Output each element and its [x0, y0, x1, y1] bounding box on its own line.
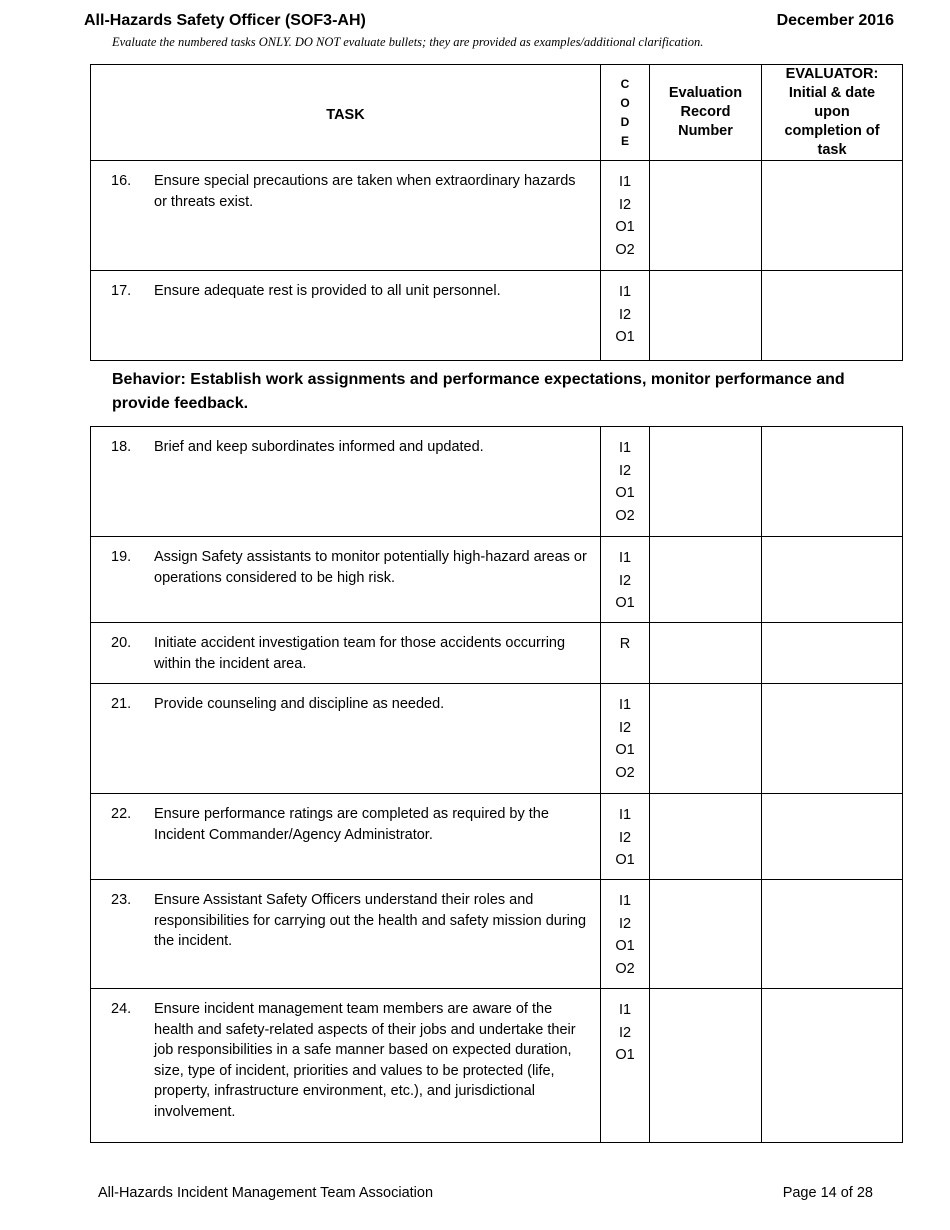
table-row — [91, 271, 903, 361]
table-header-row — [91, 65, 903, 161]
evaluation-record-cell[interactable] — [650, 537, 762, 623]
evaluator-initial-cell[interactable] — [762, 623, 903, 684]
code-value: O1 — [615, 938, 635, 955]
evaluator-initial-cell[interactable] — [762, 161, 903, 271]
table-row — [91, 880, 903, 989]
header-evaluator-line: task — [817, 142, 847, 158]
evaluation-record-cell[interactable] — [650, 794, 762, 880]
code-value: I1 — [618, 550, 632, 566]
code-value: O2 — [615, 764, 635, 781]
code-value: O1 — [615, 485, 635, 502]
task-table-1 — [90, 64, 903, 361]
code-value: O1 — [615, 329, 635, 346]
header-code-letter: E — [620, 133, 629, 148]
task-table-2 — [90, 426, 903, 1143]
header-evaluator-line: completion of — [784, 123, 880, 139]
header-code-letter: D — [620, 114, 630, 129]
code-value: O1 — [615, 1047, 635, 1064]
task-cell — [91, 427, 601, 537]
header-code — [601, 65, 650, 161]
code-value: I1 — [618, 1002, 632, 1018]
task-number: 16. — [111, 173, 132, 189]
task-cell — [91, 880, 601, 989]
table-row — [91, 794, 903, 880]
behavior-heading: Behavior: Establish work assignments and performance expectations, monitor performance and provide feedback. — [112, 371, 845, 412]
code-value: I2 — [618, 915, 632, 932]
evaluator-initial-cell[interactable] — [762, 271, 903, 361]
header-record-line: Evaluation — [668, 85, 743, 101]
code-value: I1 — [618, 697, 632, 713]
task-cell — [91, 161, 601, 271]
header-record-number — [650, 65, 762, 161]
task-description: Provide counseling and discipline as needed. — [154, 696, 445, 712]
code-cell — [601, 537, 650, 623]
task-number: 19. — [111, 549, 132, 565]
header-evaluator — [762, 65, 903, 161]
header-evaluator-line: Initial & date — [788, 85, 876, 101]
task-description: Assign Safety assistants to monitor potentially high-hazard areas or operations considered to be high risk. — [154, 549, 587, 586]
evaluation-record-cell[interactable] — [650, 684, 762, 794]
task-number: 20. — [111, 635, 132, 651]
evaluation-record-cell[interactable] — [650, 880, 762, 989]
task-cell — [91, 794, 601, 880]
code-value: I2 — [618, 829, 632, 846]
code-value: I2 — [618, 719, 632, 736]
task-number: 23. — [111, 892, 132, 908]
header-evaluator-line: upon — [814, 104, 850, 120]
task-number: 22. — [111, 806, 132, 822]
evaluation-record-cell[interactable] — [650, 271, 762, 361]
table-row — [91, 427, 903, 537]
task-description: Ensure performance ratings are completed as required by the Incident Commander/Agency Administrator. — [154, 806, 549, 843]
table-row — [91, 537, 903, 623]
table-row — [91, 623, 903, 684]
task-description: Ensure Assistant Safety Officers understand their roles and responsibilities for carrying out the health and safety mission during the incident. — [154, 892, 587, 950]
document-title: All-Hazards Safety Officer (SOF3-AH) — [84, 12, 366, 29]
task-description: Initiate accident investigation team for those accidents occurring within the incident area. — [154, 635, 566, 672]
header-code-letter: C — [620, 76, 630, 91]
task-number: 24. — [111, 1001, 132, 1017]
evaluation-record-cell[interactable] — [650, 161, 762, 271]
evaluation-record-cell[interactable] — [650, 989, 762, 1143]
table-row — [91, 684, 903, 794]
task-cell — [91, 623, 601, 684]
instruction-text: Evaluate the numbered tasks ONLY. DO NOT evaluate bullets; they are provided as examples/additional clarification. — [112, 35, 704, 49]
code-cell — [601, 989, 650, 1143]
code-value: R — [619, 636, 631, 652]
evaluator-initial-cell[interactable] — [762, 880, 903, 989]
evaluation-record-cell[interactable] — [650, 427, 762, 537]
code-value: O1 — [615, 852, 635, 869]
task-cell — [91, 537, 601, 623]
task-cell — [91, 684, 601, 794]
table-row — [91, 989, 903, 1143]
footer-organization: All-Hazards Incident Management Team Association — [98, 1185, 434, 1201]
evaluator-initial-cell[interactable] — [762, 989, 903, 1143]
code-cell — [601, 271, 650, 361]
code-cell — [601, 623, 650, 684]
task-description: Brief and keep subordinates informed and updated. — [154, 439, 484, 455]
code-value: O1 — [615, 219, 635, 236]
evaluator-initial-cell[interactable] — [762, 537, 903, 623]
code-value: O1 — [615, 595, 635, 612]
code-cell — [601, 161, 650, 271]
evaluator-initial-cell[interactable] — [762, 427, 903, 537]
task-description: Ensure adequate rest is provided to all unit personnel. — [154, 283, 501, 299]
header-code-letter: O — [620, 95, 630, 110]
task-cell — [91, 271, 601, 361]
code-value: I2 — [618, 1024, 632, 1041]
code-value: I1 — [618, 284, 632, 300]
code-value: I1 — [618, 893, 632, 909]
task-description: Ensure special precautions are taken when extraordinary hazards or threats exist. — [154, 173, 576, 210]
code-value: I2 — [618, 462, 632, 479]
code-cell — [601, 684, 650, 794]
evaluator-initial-cell[interactable] — [762, 794, 903, 880]
header-record-line: Number — [678, 123, 733, 139]
code-value: O2 — [615, 960, 635, 977]
code-value: I2 — [618, 572, 632, 589]
code-value: I2 — [618, 306, 632, 323]
header-evaluator-line: EVALUATOR: — [785, 66, 879, 82]
evaluation-record-cell[interactable] — [650, 623, 762, 684]
code-cell — [601, 794, 650, 880]
header-record-line: Record — [680, 104, 731, 120]
code-value: I1 — [618, 807, 632, 823]
code-value: O1 — [615, 742, 635, 759]
table-row — [91, 161, 903, 271]
task-description: Ensure incident management team members are aware of the health and safety-related aspects of their jobs and undertake their job responsibilities in a safe manner based on expected duration, size, type of incident, priorities and values to be protected (life, property, infrastructure environment, etc.), and jurisdictional involvement. — [154, 1001, 576, 1120]
task-number: 17. — [111, 283, 132, 299]
code-cell — [601, 427, 650, 537]
code-value: I1 — [618, 174, 632, 190]
code-value: I1 — [618, 440, 632, 456]
code-cell — [601, 880, 650, 989]
task-number: 21. — [111, 696, 132, 712]
task-cell — [91, 989, 601, 1143]
code-value: O2 — [615, 507, 635, 524]
task-number: 18. — [111, 439, 132, 455]
evaluator-initial-cell[interactable] — [762, 684, 903, 794]
header-task: TASK — [91, 65, 601, 161]
code-value: I2 — [618, 196, 632, 213]
footer-page-number: Page 14 of 28 — [782, 1185, 873, 1201]
document-date: December 2016 — [776, 12, 894, 29]
code-value: O2 — [615, 241, 635, 258]
